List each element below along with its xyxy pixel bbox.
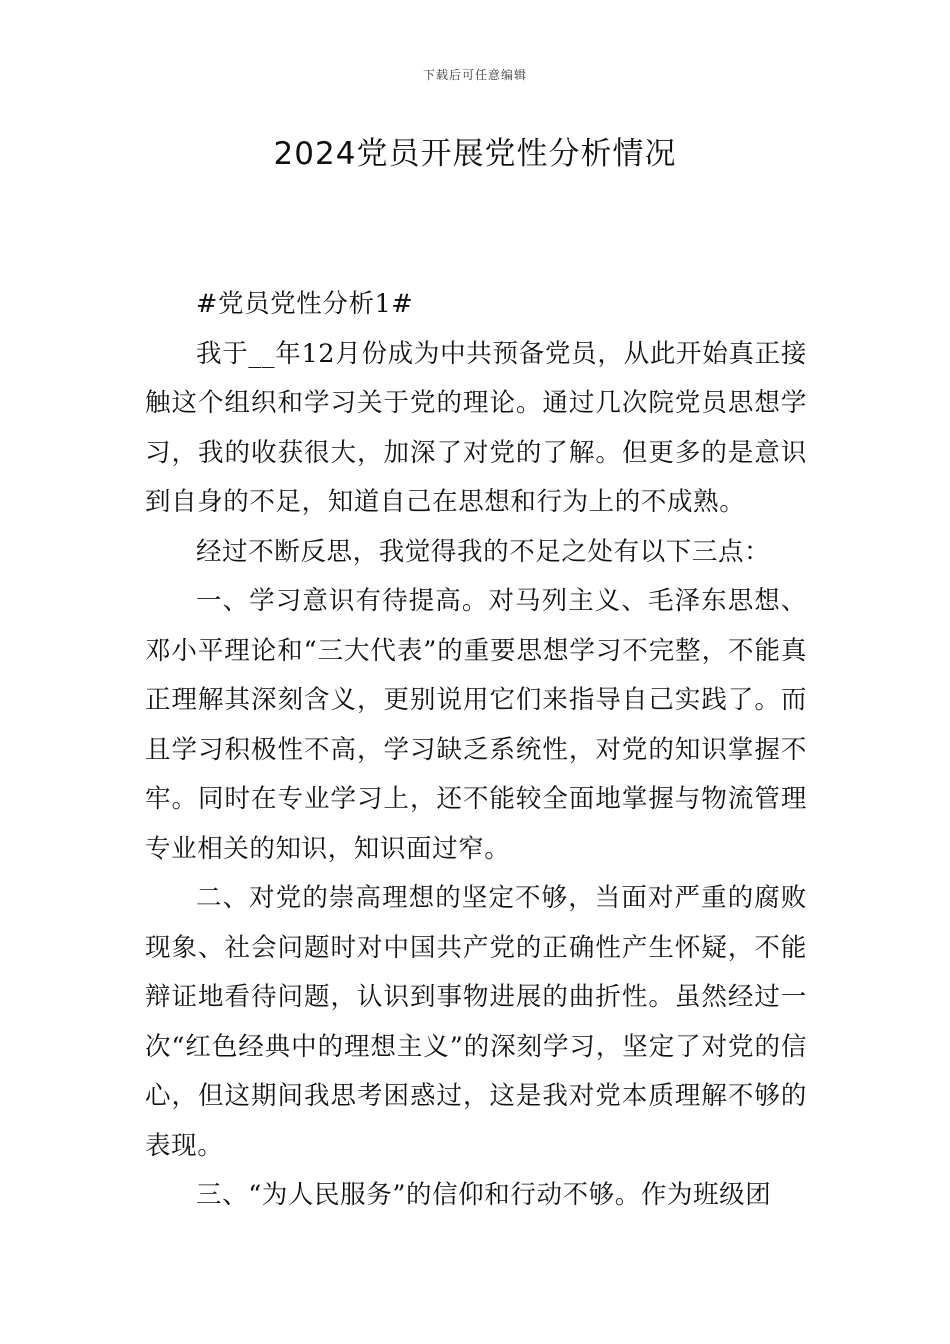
paragraph-point-three: 三、“为人民服务”的信仰和行动不够。作为班级团 [196,1180,772,1210]
paragraph-point-two: 二、对党的崇高理想的坚定不够，当面对严重的腐败现象、社会问题时对中国共产党的正确性产生怀疑，不能辩证地看待问题，认识到事物进展的曲折性。虽然经过一次“红色经典中的理想主义”的深刻学习，坚定了对党的信心，但这期间我思考困惑过，这是我对党本质理解不够的表现。 [145,883,807,1161]
download-note: 下载后可任意编辑 [422,68,527,82]
paragraph-point-one: 一、学习意识有待提高。对马列主义、毛泽东思想、邓小平理论和“三大代表”的重要思想学习不完整，不能真正理解其深刻含义，更别说用它们来指导自己实践了。而且学习积极性不高，学习缺乏系统性，对党的知识掌握不牢。同时在专业学习上，还不能较全面地掌握与物流管理专业相关的知识，知识面过窄。 [145,586,807,864]
paragraph-summary: 经过不断反思，我觉得我的不足之处有以下三点： [196,536,771,567]
paragraph-intro: 我于__年12月份成为中共预备党员，从此开始真正接触这个组织和学习关于党的理论。通过几次院党员思想学习，我的收获很大，加深了对党的了解。但更多的是意识到自身的不足，知道自己在思想和行为上的不成熟。 [145,338,807,517]
document-body [145,280,807,1221]
document-title: 2024党员开展党性分析情况 [273,136,677,172]
section-heading: #党员党性分析1# [196,289,414,319]
